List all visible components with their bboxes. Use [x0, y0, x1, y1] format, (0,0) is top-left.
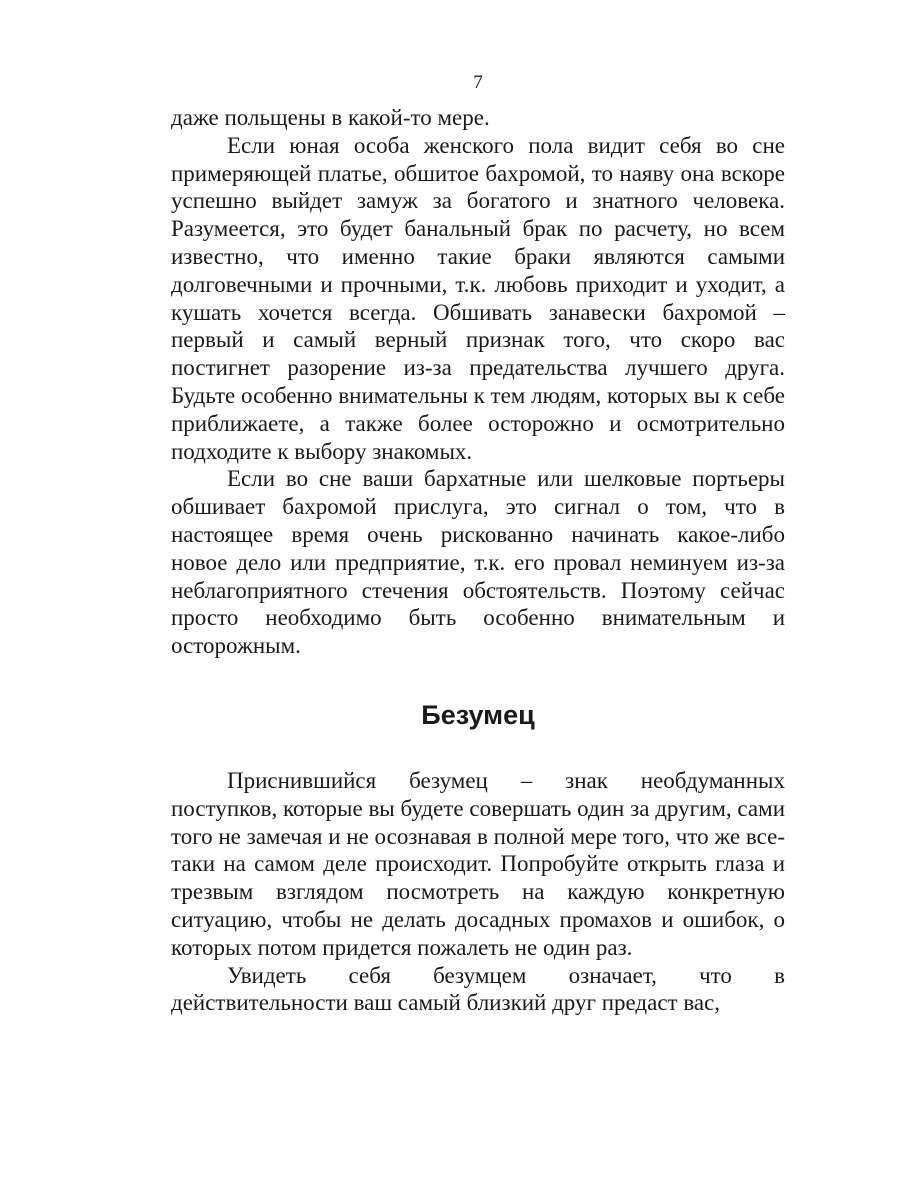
paragraph: Если юная особа женского пола видит себя во сне примеряющей платье, обшитое бахромой, то наяву она вскоре успешно выйдет замуж за богатого и знатного человека. Разумеется, это будет банальный брак по расчету, но всем известно, что именно такие браки являются самыми долговечными и прочными, т.к. любовь приходит и уходит, а кушать хочется всегда. Обшивать занавески бахромой – первый и самый верный признак того, что скоро вас постигнет разорение из-за предательства лучшего друга. Будьте особенно внимательны к тем людям, которых вы к себе приближаете, а также более осторожно и осмотрительно подходите к выбору знакомых.: [171, 132, 785, 464]
paragraph: Увидеть себя безумцем означает, что в действительности ваш самый близкий друг предаст вас,: [171, 962, 785, 1016]
paragraph: Приснившийся безумец – знак необдуманных поступков, которые вы будете совершать один за другим, сами того не замечая и не осознавая в полной мере того, что же все-таки на самом деле происходит. Попробуйте открыть глаза и трезвым взглядом посмотреть на каждую конкретную ситуацию, чтобы не делать досадных промахов и ошибок, о которых потом придется пожалеть не один раз.: [171, 767, 786, 960]
section-heading: Безумец: [421, 699, 535, 730]
page-number: 7: [473, 72, 483, 93]
section-continuation: [171, 104, 785, 660]
paragraph: даже польщены в какой-то мере.: [171, 105, 490, 130]
section-bezumets: [171, 767, 785, 1017]
book-page: [171, 68, 785, 1017]
paragraph: Если во сне ваши бархатные или шелковые портьеры обшивает бахромой прислуга, это сигнал о том, что в настоящее время очень рискованно начинать какое-либо новое дело или предприятие, т.к. его провал неминуем из-за неблагоприятного стечения обстоятельств. Поэтому сейчас просто необходимо быть особенно внимательным и осторожным.: [171, 466, 785, 659]
